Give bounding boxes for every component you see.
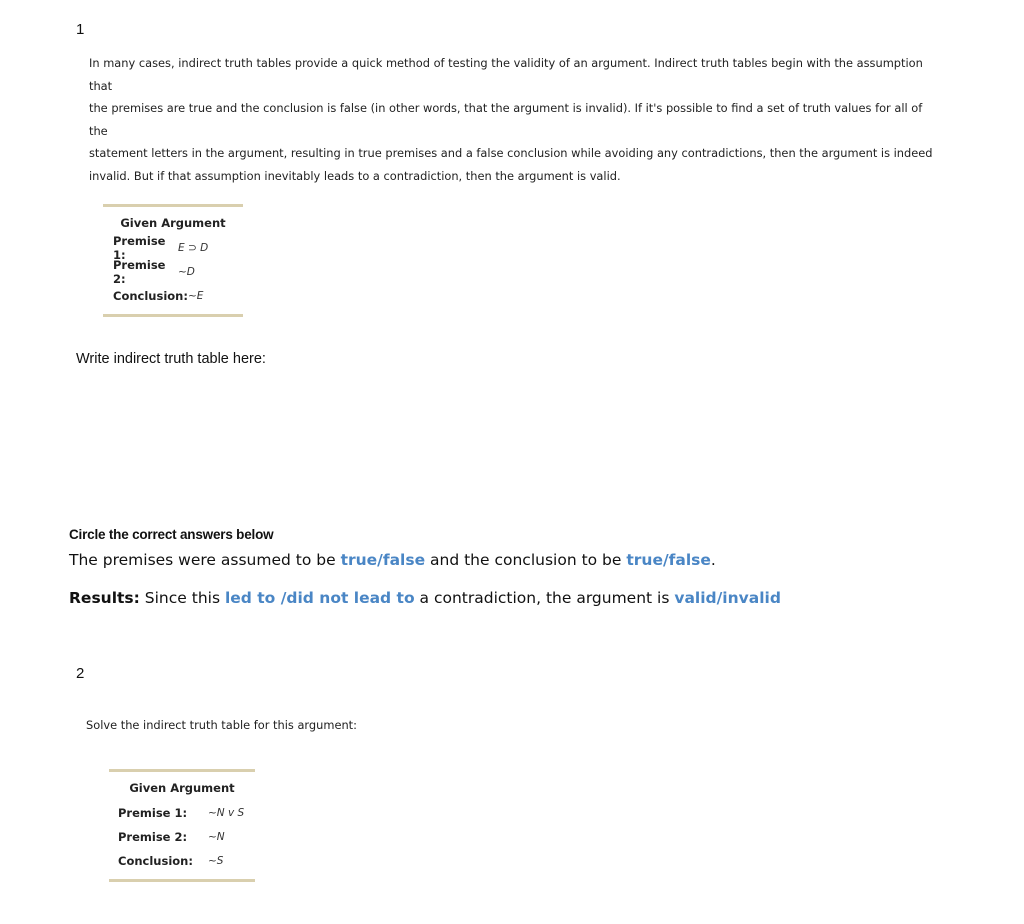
question-number-1: 1 <box>76 21 85 38</box>
contradiction-choice[interactable]: led to /did not lead to <box>224 589 415 607</box>
solve-prompt: Solve the indirect truth table for this argument: <box>86 718 357 732</box>
assumption-sentence <box>69 551 716 569</box>
table-bottom-rule <box>109 879 255 882</box>
premise-1-label: Premise 1: <box>118 806 188 820</box>
premise-1-value: ~N v S <box>208 807 245 819</box>
premise-2-value: ~D <box>178 266 195 278</box>
results-sentence <box>69 589 781 607</box>
premise-1-value: E ⊃ D <box>178 242 209 254</box>
intro-line: statement letters in the argument, resulting in true premises and a false conclusion while avoiding any contradictions, then the argument is indeed <box>89 146 933 160</box>
premise-1-label: Premise 1: <box>113 234 166 262</box>
sentence-text: and the conclusion to be <box>425 551 627 569</box>
sentence-text: Since this <box>139 589 225 607</box>
premise-1-row <box>109 801 255 825</box>
intro-line: invalid. But if that assumption inevitably leads to a contradiction, then the argument is valid. <box>89 168 621 183</box>
circle-answers-title: Circle the correct answers below <box>69 527 274 542</box>
table-title: Given Argument <box>120 216 226 230</box>
premise-2-label: Premise 2: <box>118 830 188 844</box>
write-table-prompt: Write indirect truth table here: <box>76 351 266 367</box>
conclusion-label: Conclusion: <box>113 289 188 303</box>
validity-choice[interactable]: valid/invalid <box>674 589 781 607</box>
given-argument-table-1 <box>103 204 243 317</box>
intro-line: the premises are true and the conclusion is false (in other words, that the argument is invalid). If it's possible to find a set of truth values for all of the <box>89 101 923 138</box>
premise-2-value: ~N <box>208 831 225 843</box>
sentence-text: a contradiction, the argument is <box>414 589 675 607</box>
table-bottom-rule <box>103 314 243 317</box>
table-top-rule <box>109 769 255 772</box>
table-top-rule <box>103 204 243 207</box>
premise-2-row <box>109 825 255 849</box>
premise-2-row <box>103 260 243 284</box>
premises-truth-choice[interactable]: true/false <box>340 551 426 569</box>
question-number-2: 2 <box>76 665 85 682</box>
conclusion-row <box>103 284 243 308</box>
conclusion-label: Conclusion: <box>118 854 193 868</box>
premise-1-row <box>103 236 243 260</box>
conclusion-value: ~E <box>188 290 204 302</box>
conclusion-value: ~S <box>208 855 224 867</box>
sentence-text: . <box>710 551 716 569</box>
sentence-text: The premises were assumed to be <box>69 551 341 569</box>
results-label: Results: <box>69 589 140 607</box>
table-title: Given Argument <box>129 781 235 795</box>
premise-2-label: Premise 2: <box>113 258 166 286</box>
conclusion-row <box>109 849 255 873</box>
conclusion-truth-choice[interactable]: true/false <box>626 551 711 569</box>
given-argument-table-2 <box>109 769 255 882</box>
intro-paragraph <box>89 52 939 187</box>
intro-line: In many cases, indirect truth tables provide a quick method of testing the validity of an argument. Indirect truth tables begin with the assumption that <box>89 56 923 93</box>
